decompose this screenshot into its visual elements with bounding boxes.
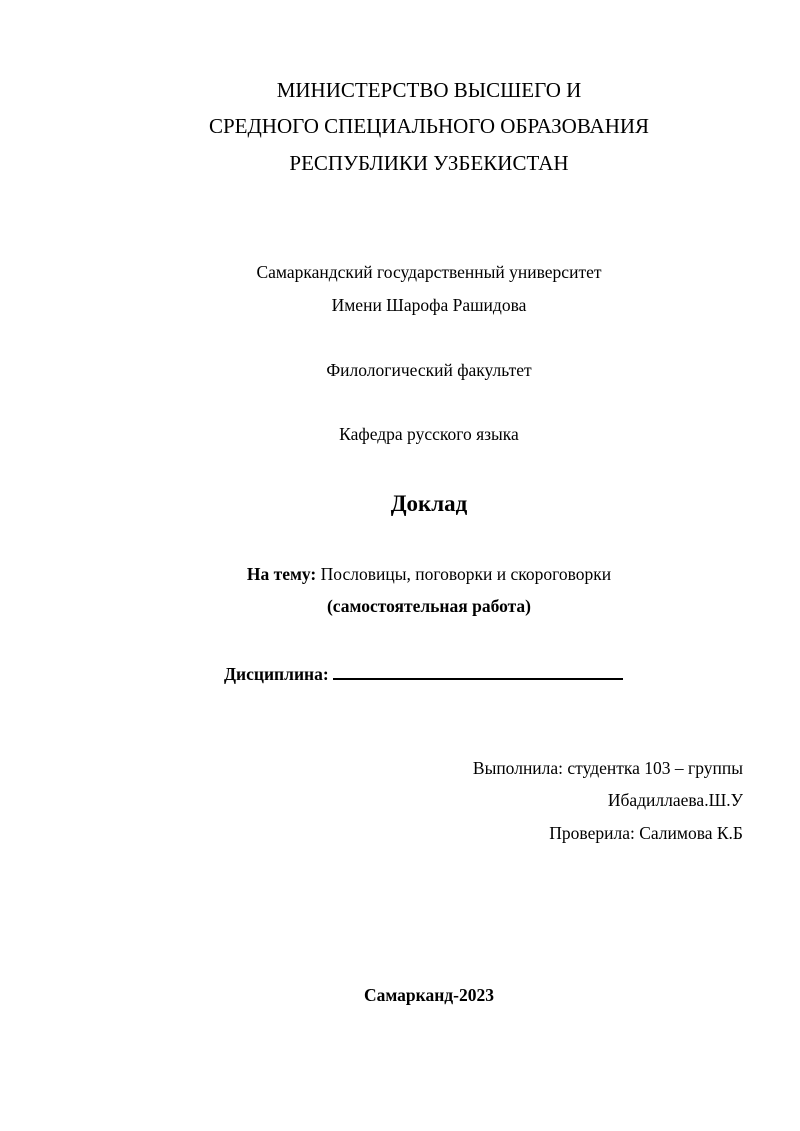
document-subtitle: (самостоятельная работа) [326, 596, 532, 616]
faculty-name: Филологический факультет [326, 360, 532, 380]
document-title: Доклад [390, 491, 468, 516]
discipline-line [224, 662, 623, 684]
city-year: Самарканд-2023 [363, 985, 494, 1005]
student-name: Ибадиллаева.Ш.У [607, 790, 743, 810]
ministry-line-2: СРЕДНОГО СПЕЦИАЛЬНОГО ОБРАЗОВАНИЯ [208, 114, 650, 138]
ministry-line-1: МИНИСТЕРСТВО ВЫСШЕГО И [276, 78, 582, 102]
university-name: Самаркандский государственный университет [256, 262, 602, 282]
ministry-line-3: РЕСПУБЛИКИ УЗБЕКИСТАН [289, 151, 569, 175]
discipline-label: Дисциплина: [224, 664, 329, 684]
discipline-blank-line [333, 662, 623, 680]
performed-by: Выполнила: студентка 103 – группы [472, 758, 743, 778]
topic-label: На тему: [246, 564, 317, 584]
topic-text: Пословицы, поговорки и скороговорки [320, 564, 612, 584]
checked-by: Проверила: Салимова К.Б [549, 823, 743, 843]
department-name: Кафедра русского языка [339, 424, 519, 444]
topic-line [0, 566, 800, 584]
university-named-after: Имени Шарофа Рашидова [331, 295, 527, 315]
